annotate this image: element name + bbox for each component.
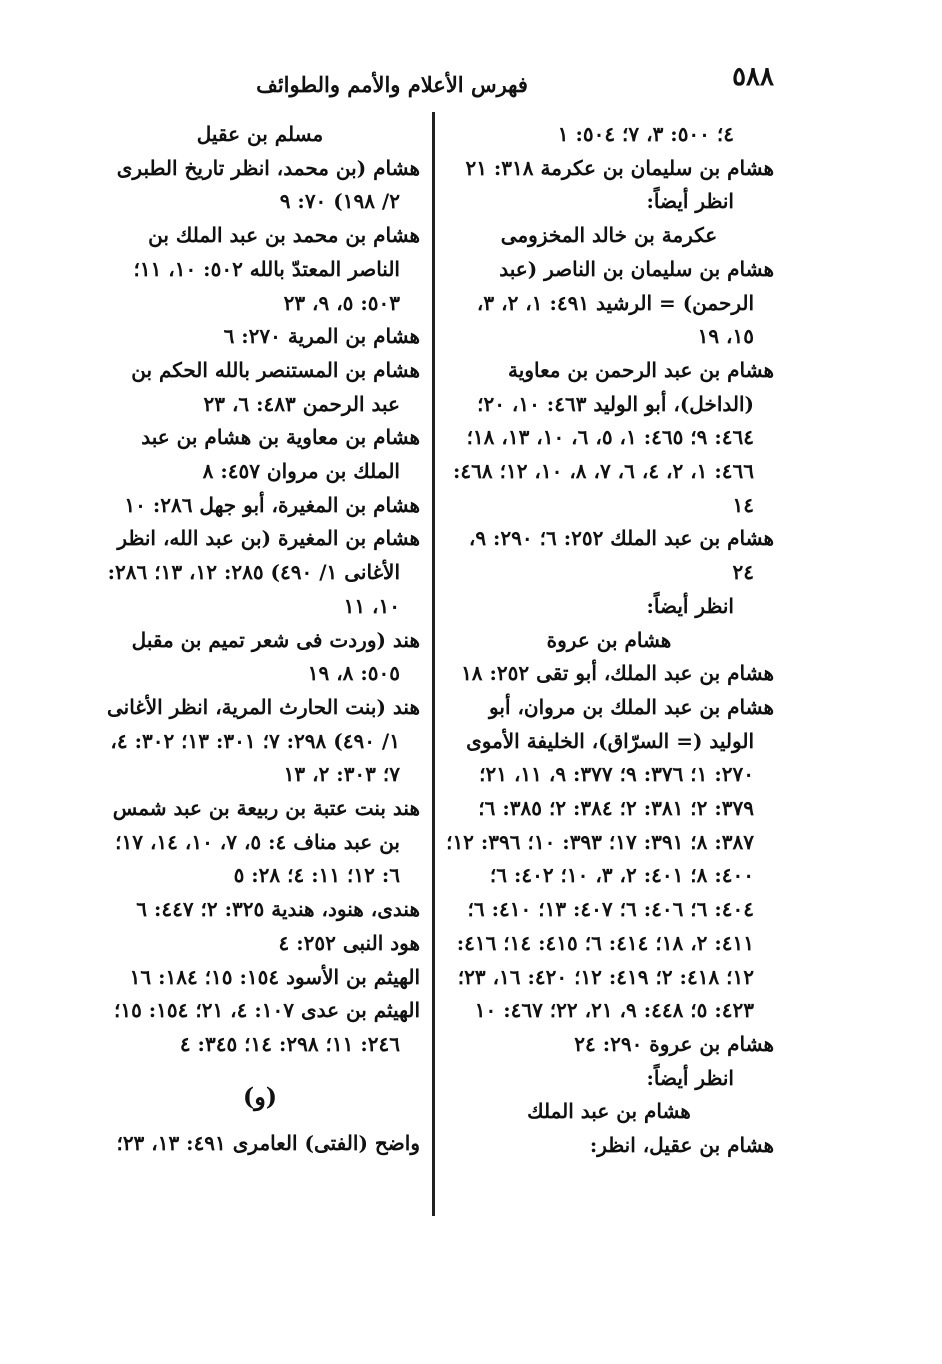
column-divider — [432, 112, 435, 1216]
index-entry: هشام بن محمد بن عبد الملك بن الناصر المعتدّ بالله ٥٠٢: ١٠، ١١؛ ٥٠٣: ٥، ٩، ٢٣ — [133, 223, 420, 315]
index-entry: واضح (الفتى) العامرى ٤٩١: ١٣، ٢٣؛ — [116, 1131, 420, 1156]
index-entry: هند (وردت فى شعر تميم بن مقبل ٥٠٥: ٨، ١٩ — [131, 627, 420, 686]
index-entry: هشام بن عبد الرحمن بن معاوية (الداخل)، أبو الوليد ٤٦٣: ١٠، ٢٠؛ ٤٦٤: ٩؛ ٤٦٥: ١، ٥، ٦، ١٠، ١٣، ١٨؛ ٤٦٦: ١، ٢، ٤، ٦، ٧، ٨، ١٠، ١٢؛ ٤٦٨: ١٤ — [453, 357, 774, 517]
index-entry: هشام بن معاوية بن هشام بن عبد الملك بن مروان ٤٥٧: ٨ — [141, 425, 420, 484]
index-entry: هشام بن عبد الملك ٢٥٢: ٦؛ ٢٩٠: ٩، ٢٤ — [468, 526, 774, 585]
index-entry: هشام بن المغيرة (بن عبد الله، انظر الأغانى ١/ ٤٩٠) ٢٨٥: ١٢، ١٣؛ ٢٨٦: ١٠، ١١ — [107, 526, 420, 618]
index-entry: هند (بنت الحارث المرية، انظر الأغانى ١/ ٤٩٠) ٢٩٨: ٧؛ ٣٠١: ١٣؛ ٣٠٢: ٤، ٧؛ ٣٠٣: ٢، ١٣ — [106, 694, 420, 787]
index-entry: هشام بن عبد الملك بن مروان، أبو الوليد (= السرّاق)، الخليفة الأموى ٢٧٠: ١؛ ٣٧٦: ٩؛ ٣٧٧: ٩، ١١، ٢١؛ ٣٧٩: ٢؛ ٣٨١: ٢؛ ٣٨٤: ٢؛ ٣٨٥: ٦؛ ٣٨٧: ٨؛ ٣٩١: ١٧؛ ٣٩٣: ١٠؛ ٣٩٦: ١٢؛ ٤٠٠: ٨؛ ٤٠١: ٢، ٣، ١٠؛ ٤٠٢: ٦؛ ٤٠٤: ٦؛ ٤٠٦: ٦؛ ٤٠٧: ١٣؛ ٤١٠: ٦؛ ٤١١: ٢، ١٨؛ ٤١٤: ٦؛ ٤١٥: ١٤؛ ٤١٦: ١٢؛ ٤١٨: ٢؛ ٤١٩: ١٢؛ ٤٢٠: ١٦، ٢٣؛ ٤٢٣: ٥؛ ٤٤٨: ٩، ٢١، ٢٢؛ ٤٦٧: ١٠ — [446, 694, 774, 1023]
index-entry: هشام بن عروة — [546, 627, 672, 652]
index-entry: هشام بن عروة ٢٩٠: ٢٤ — [574, 1031, 774, 1056]
index-entry: الهيثم بن الأسود ١٥٤: ١٥؛ ١٨٤: ١٦ — [129, 964, 420, 989]
index-entry: انظر أيضاً: — [646, 189, 734, 214]
index-column-left — [100, 118, 420, 1161]
index-entry: هندى، هنود، هندية ٣٢٥: ٢؛ ٤٤٧: ٦ — [136, 897, 420, 922]
index-entry: هشام بن عقيل، انظر: — [589, 1133, 774, 1158]
index-column-right — [444, 118, 774, 1163]
index-entry: هشام بن المغيرة، أبو جهل ٢٨٦: ١٠ — [124, 492, 420, 517]
index-entry: هشام بن سليمان بن عكرمة ٣١٨: ٢١ — [465, 155, 774, 180]
index-entry: هشام بن عبد الملك، أبو تقى ٢٥٢: ١٨ — [461, 661, 774, 686]
index-entry: هشام بن المرية ٢٧٠: ٦ — [223, 324, 420, 349]
index-entry: انظر أيضاً: — [646, 593, 734, 618]
running-title: فهرس الأعلام والأمم والطوائف — [256, 72, 528, 97]
index-entry: انظر أيضاً: — [646, 1065, 734, 1090]
index-entry: هند بنت عتبة بن ربيعة بن عبد شمس بن عبد مناف ٤: ٥، ٧، ١٠، ١٤، ١٧؛ ٦: ١٢؛ ١١: ٤؛ ٢٨: ٥ — [112, 796, 420, 888]
index-entry: هشام (بن محمد، انظر تاريخ الطبرى ٢/ ١٩٨) ٧٠: ٩ — [116, 155, 420, 214]
index-entry: عكرمة بن خالد المخزومى — [500, 223, 718, 248]
index-entry: هشام بن سليمان بن الناصر (عبد الرحمن) = الرشيد ٤٩١: ١، ٢، ٣، ١٥، ١٩ — [476, 256, 774, 349]
index-entry: الهيثم بن عدى ١٠٧: ٤، ٢١؛ ١٥٤: ١٥؛ ٢٤٦: ١١؛ ٢٩٨: ١٤؛ ٣٤٥: ٤ — [113, 998, 420, 1056]
index-entry: مسلم بن عقيل — [196, 122, 324, 146]
page-header — [100, 62, 774, 102]
index-entry: هشام بن عبد الملك — [527, 1099, 691, 1124]
section-letter-heading: (و) — [242, 1081, 278, 1111]
index-entry: ٤؛ ٥٠٠: ٣، ٧؛ ٥٠٤: ١ — [557, 122, 734, 146]
index-entry: هشام بن المستنصر بالله الحكم بن عبد الرحمن ٤٨٣: ٦، ٢٣ — [131, 357, 420, 416]
page-number: ٥٨٨ — [732, 62, 774, 92]
index-entry: هود النبى ٢٥٢: ٤ — [278, 930, 420, 955]
